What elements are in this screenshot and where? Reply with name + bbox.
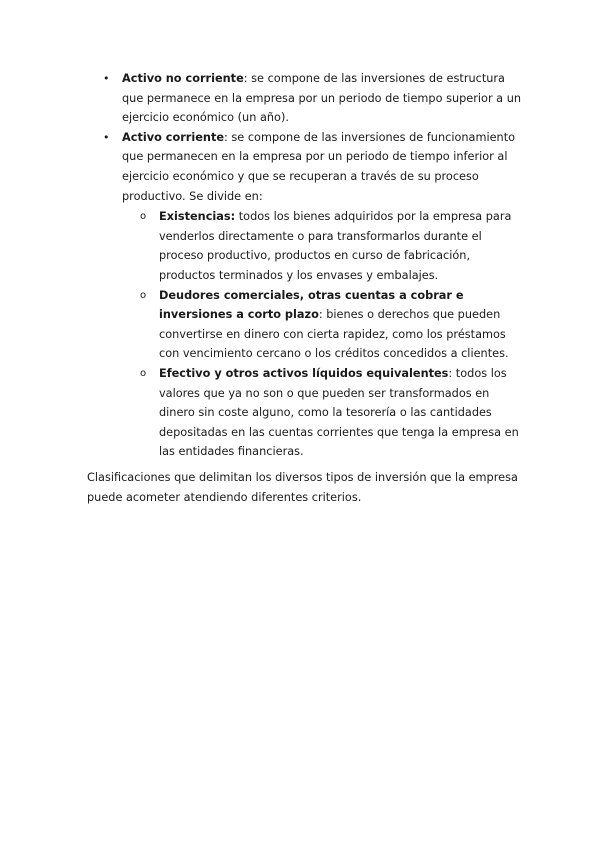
sub-item-term: Existencias: — [159, 210, 236, 224]
list-item-activo-corriente — [103, 128, 522, 462]
closing-paragraph: Clasificaciones que delimitan los diversos tipos de inversión que la empresa puede acometer atendiendo diferentes criterios. — [87, 471, 518, 504]
sub-item-deudores — [140, 286, 519, 364]
item-term: Activo no corriente — [122, 72, 244, 85]
bullet-list — [103, 69, 522, 462]
sub-item-efectivo — [140, 364, 519, 462]
sub-item-term: Efectivo y otros activos líquidos equivalentes — [159, 366, 449, 380]
circle-bullet-icon: o — [140, 367, 147, 379]
bullet-icon: • — [103, 72, 110, 85]
sub-bullet-list — [140, 207, 519, 462]
item-text: : se compone de las inversiones de estructura que permanece en la empresa por un periodo de tiempo superior a un ejercicio económico (un año). — [122, 72, 522, 125]
sub-item-existencias — [140, 207, 519, 285]
circle-bullet-icon: o — [140, 211, 147, 223]
sub-item-text: todos los bienes adquiridos por la empresa para venderlos directamente o para transformarlos durante el proceso productivo, productos en curso de fabricación, productos terminados y los envases y embalajes. — [159, 210, 512, 282]
circle-bullet-icon: o — [140, 289, 147, 301]
bullet-icon: • — [103, 130, 110, 144]
sub-item-text: : todos los valores que ya no son o que pueden ser transformados en dinero sin coste alguno, como la tesorería o las cantidades depositadas en las cuentas corrientes que tenga la empresa en las entidades financieras. — [159, 366, 519, 459]
item-term: Activo corriente — [122, 130, 225, 144]
sub-item-term: Deudores comerciales, otras cuentas a cobrar e inversiones a corto plazo — [159, 288, 464, 322]
item-text: : se compone de las inversiones de funcionamiento que permanecen en la empresa por un periodo de tiempo inferior al ejercicio económico y que se recuperan a través de su proceso productivo. Se divide en: — [122, 130, 516, 203]
list-item-activo-no-corriente — [103, 69, 522, 128]
sub-item-text: : bienes o derechos que pueden convertirse en dinero con cierta rapidez, como los préstamos con vencimiento cercano o los créditos concedidos a clientes. — [159, 308, 509, 361]
